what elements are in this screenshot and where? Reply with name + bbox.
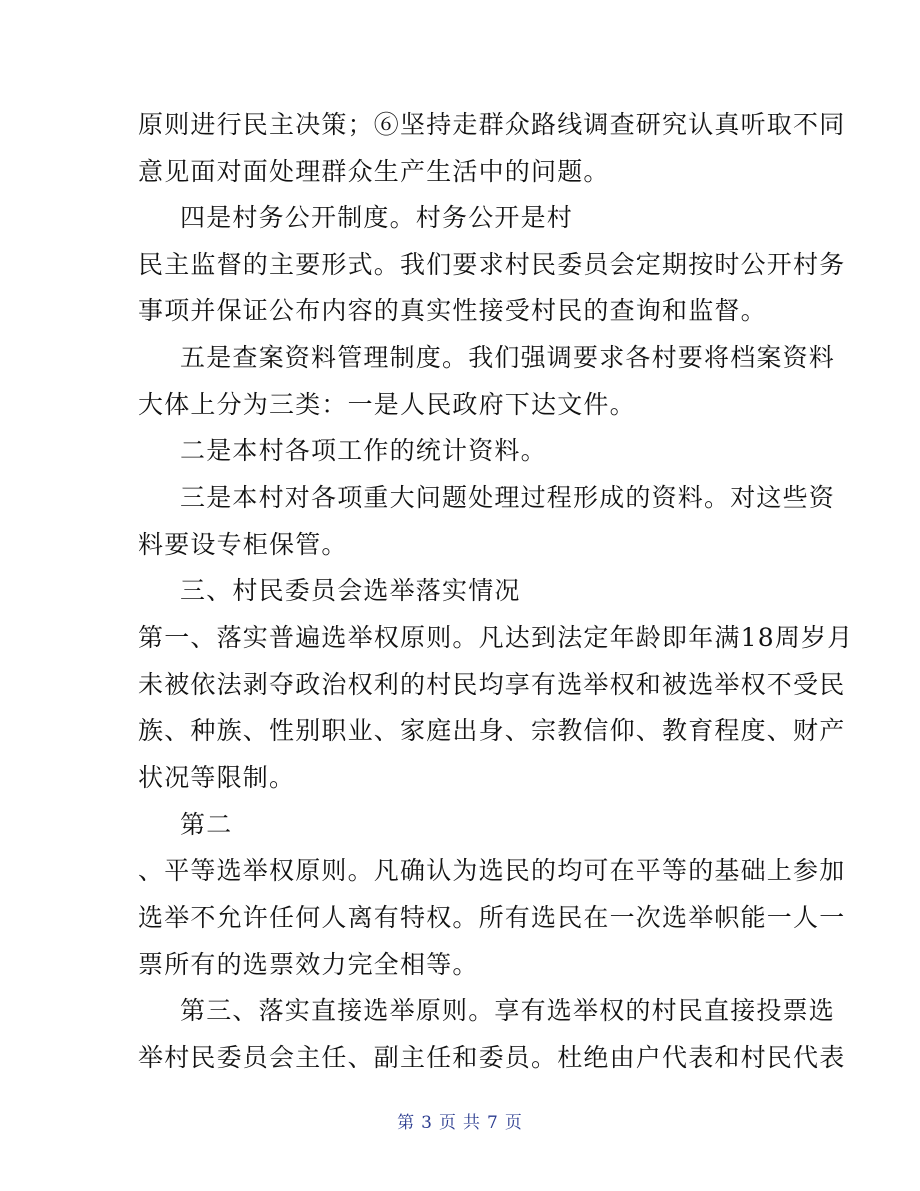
paragraph-line: 原则进行民主决策；⑥坚持走群众路线调查研究认真听取不同 — [138, 110, 846, 139]
paragraph-line: 三是本村对各项重大问题处理过程形成的资料。对这些资 — [180, 483, 836, 512]
paragraph-line: 五是查案资料管理制度。我们强调要求各村要将档案资料 — [180, 343, 836, 372]
paragraph-line: 选举不允许任何人离有特权。所有选民在一次选举帜能一人一 — [138, 903, 846, 932]
footer-total-pages: 7 — [487, 1113, 499, 1133]
paragraph-line: 事项并保证公布内容的真实性接受村民的查询和监督。 — [138, 296, 767, 325]
page-footer — [0, 1112, 920, 1134]
paragraph-line: 二是本村各项工作的统计资料。 — [180, 436, 547, 465]
paragraph-line: 四是村务公开制度。村务公开是村 — [180, 203, 574, 232]
paragraph-line: 第二 — [180, 810, 233, 839]
footer-label-page: 页 — [439, 1113, 457, 1133]
footer-label-suffix: 页 — [504, 1113, 523, 1133]
paragraph-line: 状况等限制。 — [138, 763, 296, 792]
footer-label-total: 共 — [463, 1113, 481, 1133]
paragraph-line: 未被依法剥夺政治权利的村民均享有选举权和被选举权不受民 — [138, 670, 846, 699]
paragraph-line: 大体上分为三类：一是人民政府下达文件。 — [138, 390, 636, 419]
paragraph-line: 、平等选举权原则。凡确认为选民的均可在平等的基础上参加 — [138, 856, 846, 885]
paragraph-line: 民主监督的主要形式。我们要求村民委员会定期按时公开村务 — [138, 250, 846, 279]
paragraph-line: 第三、落实直接选举原则。享有选举权的村民直接投票选 — [180, 996, 836, 1025]
paragraph-line: 意见面对面处理群众生产生活中的问题。 — [138, 157, 610, 186]
section-heading: 三、村民委员会选举落实情况 — [180, 576, 521, 605]
footer-current-page: 3 — [421, 1113, 433, 1133]
paragraph-line: 票所有的选票效力完全相等。 — [138, 950, 479, 979]
paragraph-line: 族、种族、性别职业、家庭出身、宗教信仰、教育程度、财产 — [138, 716, 846, 745]
paragraph-line: 第一、落实普遍选举权原则。凡达到法定年龄即年满18周岁月 — [138, 623, 854, 652]
paragraph-line: 料要设专柜保管。 — [138, 530, 348, 559]
footer-label-prefix: 第 — [397, 1113, 416, 1133]
paragraph-line: 举村民委员会主任、副主任和委员。杜绝由户代表和村民代表 — [138, 1043, 846, 1072]
